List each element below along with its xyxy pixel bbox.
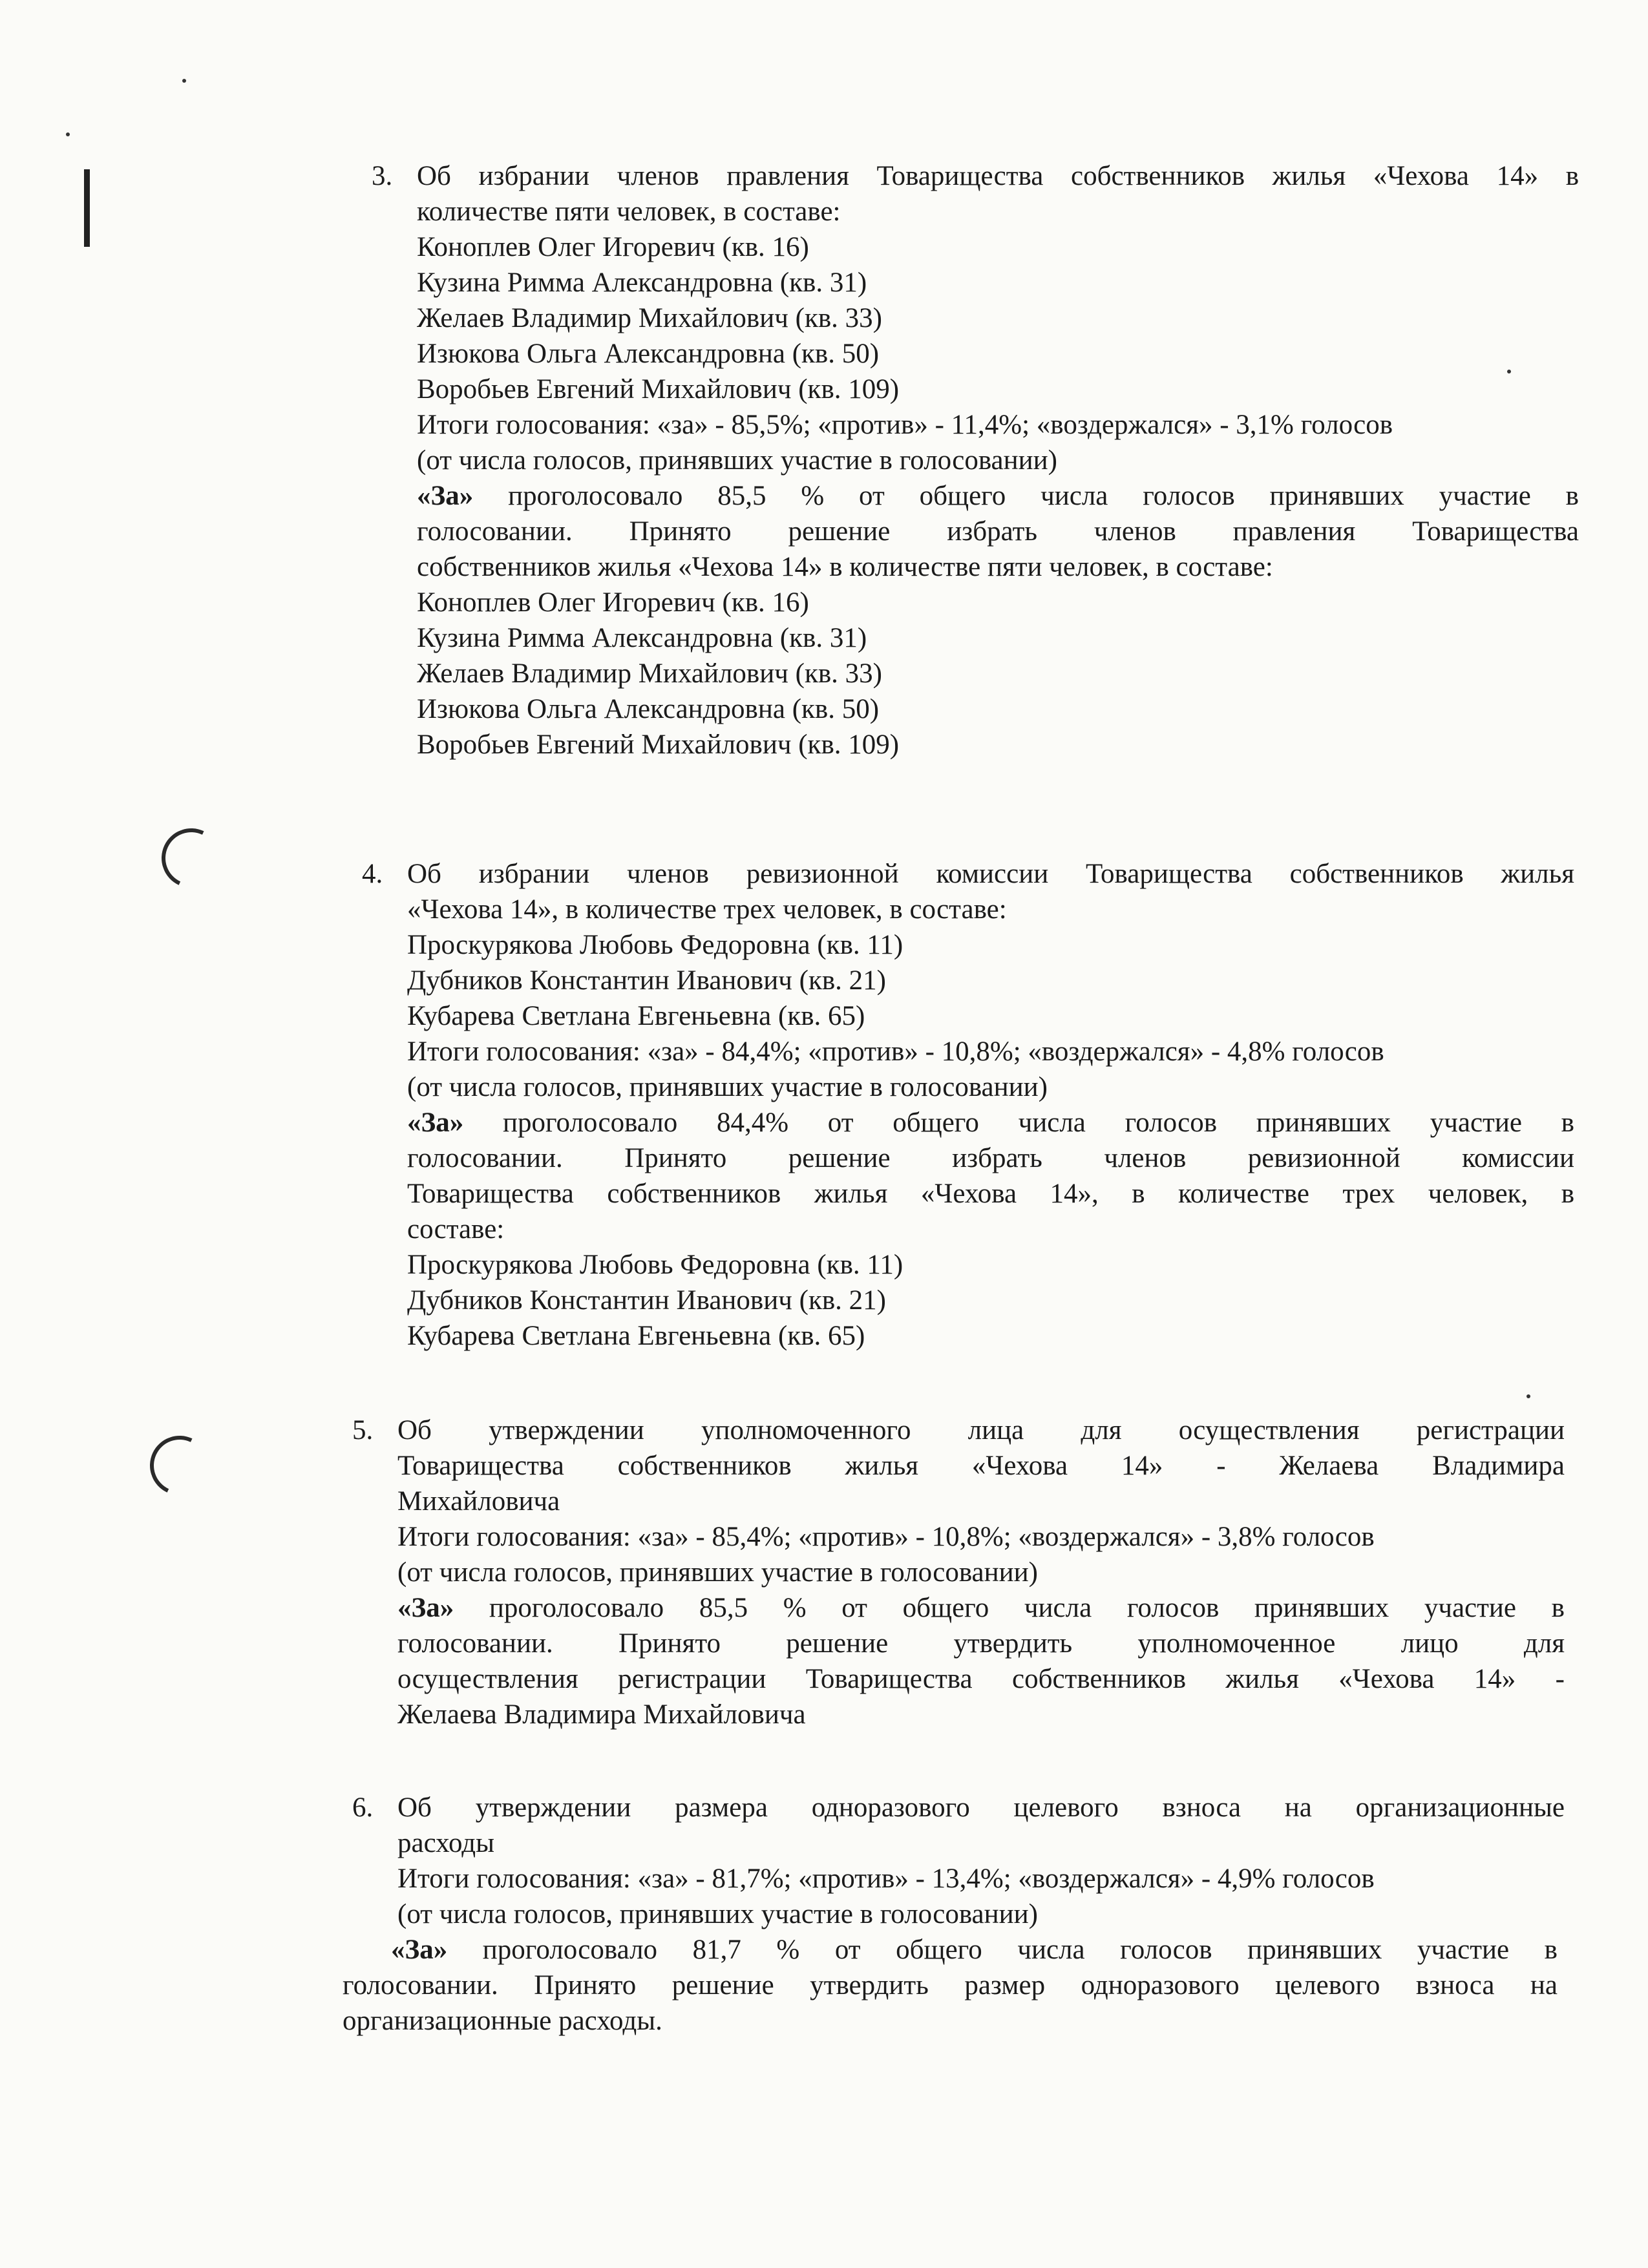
bold-label: «За» [407, 1108, 464, 1138]
line-text: Товарищества собственников жилья «Чехова 14», в количестве трех человек, в [407, 1179, 1574, 1209]
line-text: Об избрании членов ревизионной комиссии Товарищества собственников жилья [407, 859, 1574, 889]
line-text: (от числа голосов, принявших участие в голосовании) [397, 1899, 1038, 1929]
line-text: Проскурякова Любовь Федоровна (кв. 11) [407, 930, 903, 960]
text-line [397, 1790, 1565, 1825]
line-text: Об избрании членов правления Товарищества собственников жилья «Чехова 14» в [417, 161, 1579, 191]
text-line [343, 1968, 1558, 2003]
text-line [407, 1212, 1574, 1247]
text-line [397, 1412, 1565, 1448]
line-text: Об утверждении уполномоченного лица для осуществления регистрации [397, 1415, 1565, 1445]
line-text: Желаев Владимир Михайлович (кв. 33) [417, 658, 882, 689]
item-number: 4. [362, 859, 383, 889]
line-text: голосовании. Принято решение утвердить размер одноразового целевого взноса на [343, 1970, 1558, 2000]
item-content [397, 1790, 1565, 1932]
text-line [407, 1140, 1574, 1176]
text-line [343, 1932, 1558, 1968]
text-line [397, 1697, 1565, 1732]
text-line [417, 727, 1579, 762]
item-number: 6. [352, 1792, 374, 1823]
punch-hole-mark [142, 1427, 218, 1504]
line-text: (от числа голосов, принявших участие в голосовании) [407, 1072, 1048, 1102]
text-line [407, 998, 1574, 1034]
text-line [397, 1861, 1565, 1896]
text-line [407, 1247, 1574, 1283]
line-text: (от числа голосов, принявших участие в голосовании) [417, 445, 1057, 476]
line-text: количестве пяти человек, в составе: [417, 196, 841, 227]
item-number: 3. [372, 161, 393, 191]
text-line [397, 1484, 1565, 1519]
text-line [407, 963, 1574, 998]
line-text: Кузина Римма Александровна (кв. 31) [417, 623, 867, 653]
line-text: Кубарева Светлана Евгеньевна (кв. 65) [407, 1001, 865, 1031]
text-line [417, 265, 1579, 300]
line-text: Коноплев Олег Игоревич (кв. 16) [417, 587, 809, 618]
line-text: организационные расходы. [343, 2006, 662, 2036]
scan-mark [84, 169, 90, 247]
text-line [407, 1318, 1574, 1354]
line-text: Михайловича [397, 1486, 560, 1517]
line-text: Изюкова Ольга Александровна (кв. 50) [417, 694, 880, 724]
text-line [407, 1176, 1574, 1212]
line-text: Итоги голосования: «за» - 84,4%; «против» - 10,8%; «воздержался» - 4,8% голосов [407, 1036, 1384, 1067]
text-line [417, 194, 1579, 229]
bold-label: «За» [391, 1935, 448, 1965]
line-text: расходы [397, 1828, 494, 1858]
scan-dot [1527, 1394, 1530, 1398]
text-line [397, 1661, 1565, 1697]
text-line [417, 585, 1579, 620]
line-text: проголосовало 81,7 % от общего числа голосов принявших участие в [447, 1935, 1558, 1965]
scan-dot [182, 79, 186, 83]
line-text: голосовании. Принято решение избрать членов ревизионной комиссии [407, 1143, 1574, 1173]
line-text: «Чехова 14», в количестве трех человек, в составе: [407, 894, 1007, 925]
text-line [397, 1626, 1565, 1661]
text-line [417, 656, 1579, 691]
text-line [417, 300, 1579, 336]
line-text: Итоги голосования: «за» - 81,7%; «против» - 13,4%; «воздержался» - 4,9% голосов [397, 1864, 1375, 1894]
text-line [397, 1825, 1565, 1861]
text-line [407, 1069, 1574, 1105]
line-text: собственников жилья «Чехова 14» в количестве пяти человек, в составе: [417, 552, 1273, 582]
line-text: Воробьев Евгений Михайлович (кв. 109) [417, 730, 900, 760]
text-line [397, 1519, 1565, 1555]
text-line [417, 372, 1579, 407]
line-text: Коноплев Олег Игоревич (кв. 16) [417, 232, 809, 262]
line-text: Об утверждении размера одноразового целевого взноса на организационные [397, 1792, 1565, 1823]
line-text: Дубников Константин Иванович (кв. 21) [407, 1285, 886, 1316]
line-text: Итоги голосования: «за» - 85,5%; «против» - 11,4%; «воздержался» - 3,1% голосов [417, 410, 1393, 440]
line-text: (от числа голосов, принявших участие в голосовании) [397, 1557, 1038, 1588]
text-line [417, 336, 1579, 372]
text-line [407, 927, 1574, 963]
text-line [407, 892, 1574, 927]
line-text: Дубников Константин Иванович (кв. 21) [407, 965, 886, 996]
line-text: Проскурякова Любовь Федоровна (кв. 11) [407, 1250, 903, 1280]
line-text: проголосовало 85,5 % от общего числа голосов принявших участие в [473, 481, 1579, 511]
line-text: Кубарева Светлана Евгеньевна (кв. 65) [407, 1321, 865, 1351]
item-result-content [343, 1932, 1558, 2039]
text-line [343, 2003, 1558, 2039]
line-text: Кузина Римма Александровна (кв. 31) [417, 268, 867, 298]
line-text: проголосовало 84,4% от общего числа голосов принявших участие в [463, 1108, 1574, 1138]
bold-label: «За» [397, 1593, 454, 1623]
text-line [407, 856, 1574, 892]
text-line [407, 1105, 1574, 1140]
item-content [407, 856, 1574, 1354]
line-text: Изюкова Ольга Александровна (кв. 50) [417, 339, 880, 369]
line-text: голосовании. Принято решение избрать членов правления Товарищества [417, 516, 1579, 547]
line-text: Желаева Владимира Михайловича [397, 1699, 806, 1730]
item-content [397, 1412, 1565, 1732]
text-line [397, 1590, 1565, 1626]
line-text: голосовании. Принято решение утвердить уполномоченное лицо для [397, 1628, 1565, 1659]
text-line [417, 443, 1579, 478]
bold-label: «За» [417, 481, 474, 511]
line-text: проголосовало 85,5 % от общего числа голосов принявших участие в [454, 1593, 1565, 1623]
text-line [397, 1555, 1565, 1590]
text-line [417, 514, 1579, 549]
line-text: Итоги голосования: «за» - 85,4%; «против» - 10,8%; «воздержался» - 3,8% голосов [397, 1522, 1375, 1552]
text-line [407, 1283, 1574, 1318]
line-text: Товарищества собственников жилья «Чехова 14» - Желаева Владимира [397, 1451, 1565, 1481]
line-text: осуществления регистрации Товарищества собственников жилья «Чехова 14» - [397, 1664, 1565, 1694]
text-line [397, 1896, 1565, 1932]
text-line [417, 620, 1579, 656]
line-text: Желаев Владимир Михайлович (кв. 33) [417, 303, 882, 333]
line-text: составе: [407, 1214, 505, 1244]
text-line [397, 1448, 1565, 1484]
item-number: 5. [352, 1415, 374, 1445]
text-line [417, 407, 1579, 443]
text-line [417, 229, 1579, 265]
text-line [417, 478, 1579, 514]
text-line [417, 158, 1579, 194]
scan-dot [66, 132, 70, 136]
item-content [417, 158, 1579, 762]
text-line [407, 1034, 1574, 1069]
text-line [417, 691, 1579, 727]
line-text: Воробьев Евгений Михайлович (кв. 109) [417, 374, 900, 404]
punch-hole-mark [153, 820, 229, 896]
text-line [417, 549, 1579, 585]
